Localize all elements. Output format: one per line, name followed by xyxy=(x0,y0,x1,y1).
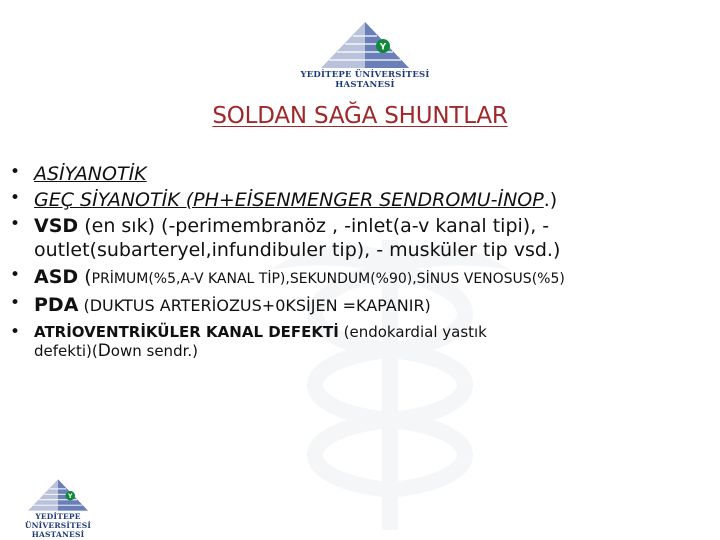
bullet-text-line2b: D xyxy=(97,341,111,361)
bullet-dot-icon: • xyxy=(10,322,21,342)
mountain-logo-icon xyxy=(319,20,411,70)
bullet-heading: VSD xyxy=(34,215,79,237)
bullet-item xyxy=(0,293,720,317)
bullet-dot-icon: • xyxy=(10,188,21,208)
bullet-text: ASİYANOTİK xyxy=(34,163,147,185)
bullet-item xyxy=(0,188,720,212)
bullet-heading: PDA xyxy=(34,294,79,316)
bullet-item xyxy=(0,322,720,361)
bullet-dot-icon: • xyxy=(10,214,21,234)
bullet-dot-icon: • xyxy=(10,162,21,182)
logo-top-line1: YEDİTEPE ÜNİVERSİTESİ xyxy=(300,70,430,80)
bullet-heading: ATRİOVENTRİKÜLER KANAL DEFEKTİ xyxy=(34,323,339,341)
bullet-text: GEÇ SİYANOTİK (PH+EİSENMENGER SENDROMU-İNOP xyxy=(34,189,544,211)
bullet-dot-icon: • xyxy=(10,265,21,285)
slide-title: SOLDAN SAĞA SHUNTLAR xyxy=(212,103,508,129)
hospital-logo-bottom xyxy=(2,478,114,540)
bullet-heading: ASD xyxy=(34,266,79,288)
logo-top-line2: HASTANESİ xyxy=(335,80,395,90)
svg-text:Y: Y xyxy=(68,493,73,501)
bullet-text: (DUKTUS ARTERİOZUS+0KSİJEN =KAPANIR) xyxy=(78,296,431,315)
bullet-item xyxy=(0,214,720,262)
hospital-logo-top xyxy=(300,20,430,102)
bullet-text-line2a: defekti)( xyxy=(34,342,98,360)
bullet-dot-icon: • xyxy=(10,293,21,313)
bullet-text-line2: outlet(subarteryel,infundibuler tip), - musküler tip vsd.) xyxy=(34,239,561,261)
bullet-item xyxy=(0,265,720,289)
svg-text:Y: Y xyxy=(379,42,387,53)
bullet-text-suffix: .) xyxy=(543,189,558,211)
bullet-text: (endokardial yastık xyxy=(338,323,487,341)
logo-bottom-line1: YEDİTEPE ÜNİVERSİTESİ xyxy=(24,512,92,530)
bullet-item xyxy=(0,162,720,186)
bullet-text: (en sık) (-perimembranöz , -inlet(a-v kanal tipi), - xyxy=(78,215,550,237)
bullet-text-line2c: own sendr.) xyxy=(110,342,198,360)
logo-bottom-line2: HASTANESİ xyxy=(31,530,85,539)
mountain-logo-icon xyxy=(22,478,94,512)
bullet-paren: ( xyxy=(78,266,92,288)
bullet-text: PRİMUM(%5,A-V KANAL TİP),SEKUNDUM(%90),SİNUS VENOSUS(%5) xyxy=(91,271,565,287)
bullet-list xyxy=(0,162,720,361)
